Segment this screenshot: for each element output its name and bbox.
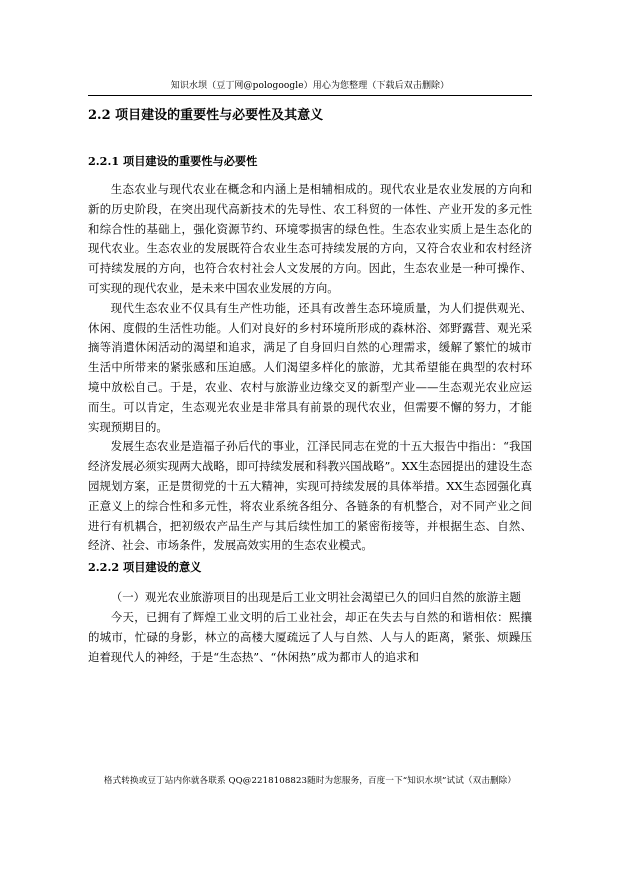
page-header: 知识水坝（豆丁网@pologoogle）用心为您整理（下载后双击删除）	[170, 81, 450, 91]
item-title-tourism: （一）观光农业旅游项目的出现是后工业文明社会渴望已久的回归自然的旅游主题	[110, 590, 521, 605]
page-footer: 格式转换或豆丁站内你就各联系 QQ@2218108823随时为您服务，百度一下“知识水坝”试试（双击删除）	[103, 776, 517, 786]
paragraph-eco-agriculture: 生态农业与现代农业在概念和内涵上是相辅相成的。现代农业是农业发展的方向和新的历史阶段，在突出现代高新技术的先导性、农工科贸的一体性、产业开发的多元性和综合性的基础上，强化资源节约、环境零损害的绿色性。生态农业实质上是生态化的现代农业。生态农业的发展既符合农业生态可持续发展的方向，又符合农业和农村经济可持续发展的方向，也符合农村社会人文发展的方向。因此，生态农业是一种可操作、可实现的现代农业，是未来中国农业发展的方向。	[88, 182, 532, 295]
paragraph-modern-eco-agriculture: 现代生态农业不仅具有生产性功能，还具有改善生态环境质量，为人们提供观光、休闲、度假的生活性功能。人们对良好的乡村环境所形成的森林浴、郊野露营、观光采摘等消遣休闲活动的渴望和追求，满足了自身回归自然的心理需求，缓解了繁忙的城市生活中所带来的紧张感和压迫感。人们渴望多样化的旅游，尤其希望能在典型的农村环境中放松自己。于是，农业、农村与旅游业边缘交叉的新型产业——生态观光农业应运而生。可以肯定，生态观光农业是非常具有前景的现代农业，但需要不懈的努力，才能实现预期目的。	[88, 300, 532, 434]
document-body	[88, 104, 532, 667]
subsection-title-importance: 2.2.1 项目建设的重要性与必要性	[88, 154, 258, 168]
section-title: 2.2 项目建设的重要性与必要性及其意义	[88, 108, 324, 123]
paragraph-development-strategy: 发展生态农业是造福子孙后代的事业，江泽民同志在党的十五大报告中指出：“我国经济发展必须实现两大战略，即可持续发展和科教兴国战略”。XX生态园提出的建设生态园规划方案，正是贯彻党的十五大精神，实现可持续发展的具体举措。XX生态园强化真正意义上的综合性和多元性，将农业系统各组分、各链条的有机整合，对不同产业之间进行有机耦合，把初级农产品生产与其后续性加工的紧密衔接等，并根据生态、自然、经济、社会、市场条件，发展高效实用的生态农业模式。	[88, 439, 532, 553]
subsection-title-significance: 2.2.2 项目建设的意义	[88, 560, 202, 575]
paragraph-post-industrial: 今天，已拥有了辉煌工业文明的后工业社会，却正在失去与自然的和谐相依：熙攘的城市，忙碌的身影，林立的高楼大厦疏远了人与自然、人与人的距离，紧张、烦躁压迫着现代人的神经，于是“生态热”、“休闲热”成为都市人的追求和	[88, 609, 532, 664]
header-divider	[88, 95, 532, 96]
